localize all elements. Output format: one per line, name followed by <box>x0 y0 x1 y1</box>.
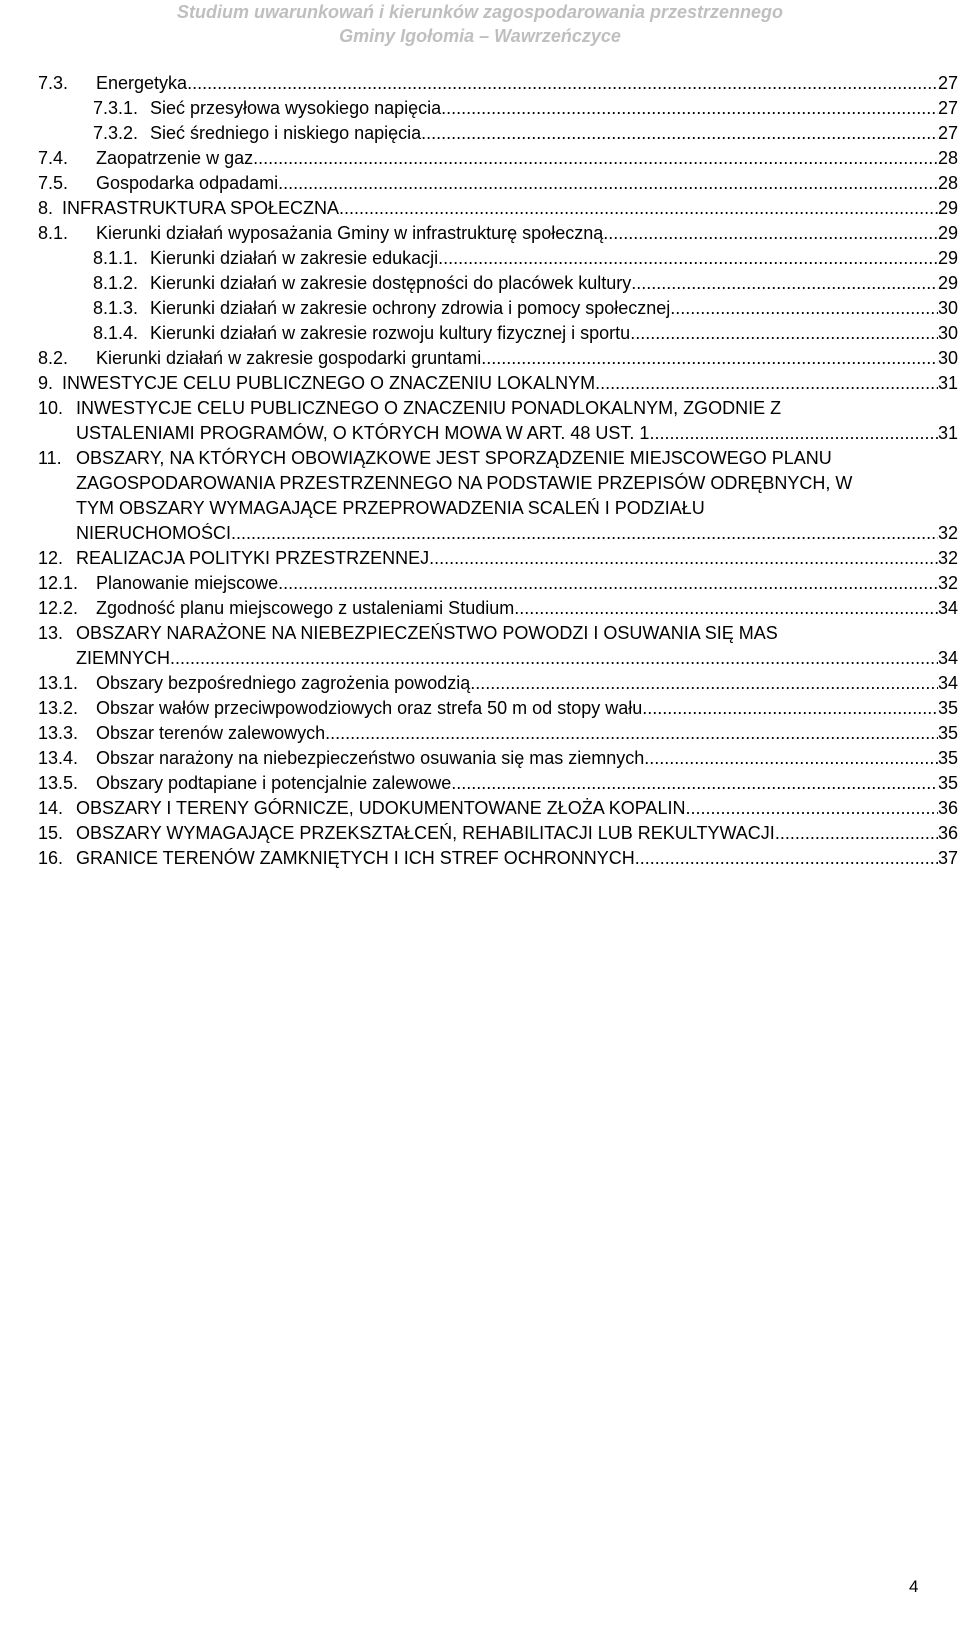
toc-leader-dots <box>642 698 938 719</box>
toc-entry-number: 8.1.4. <box>93 323 139 343</box>
toc-entry-page: 35 <box>937 748 958 768</box>
toc-entry-title: OBSZARY I TERENY GÓRNICZE, UDOKUMENTOWANE ZŁOŻA KOPALIN <box>76 798 686 818</box>
running-header <box>0 0 960 48</box>
toc-entry-link[interactable] <box>150 123 958 144</box>
toc-entry-link[interactable] <box>96 73 958 94</box>
toc-entry[interactable] <box>38 769 958 794</box>
toc-entry-number: 13.1. <box>38 673 79 693</box>
toc-leader-dots <box>644 748 938 769</box>
toc-entry-title: Kierunki działań w zakresie gospodarki gruntami <box>96 348 482 368</box>
toc-entry[interactable] <box>38 144 958 169</box>
toc-entry-link[interactable] <box>96 723 958 744</box>
toc-leader-dots <box>670 298 938 319</box>
toc-entry-page: 37 <box>937 848 958 868</box>
toc-leader-dots <box>441 98 938 119</box>
toc-leader-dots <box>775 823 938 844</box>
toc-entry-link[interactable] <box>62 198 958 219</box>
toc-entry-title-line[interactable]: TYM OBSZARY WYMAGAJĄCE PRZEPROWADZENIA SCALEŃ I PODZIAŁU <box>76 498 705 518</box>
toc-entry-page: 31 <box>937 373 958 393</box>
toc-entry-title: INWESTYCJE CELU PUBLICZNEGO O ZNACZENIU LOKALNYM <box>62 373 596 393</box>
toc-entry-number: 7.5. <box>38 173 69 193</box>
toc-leader-dots <box>429 548 938 569</box>
toc-entry[interactable] <box>38 269 958 294</box>
toc-leader-dots <box>685 798 938 819</box>
toc-entry-number: 12.2. <box>38 598 79 618</box>
toc-entry[interactable] <box>38 669 958 694</box>
toc-entry-link[interactable] <box>96 223 958 244</box>
toc-entry-title: GRANICE TERENÓW ZAMKNIĘTYCH I ICH STREF OCHRONNYCH <box>76 848 635 868</box>
toc-entry-title: INFRASTRUKTURA SPOŁECZNA <box>62 198 340 218</box>
toc-entry-title: OBSZARY WYMAGAJĄCE PRZEKSZTAŁCEŃ, REHABILITACJI LUB REKULTYWACJI <box>76 823 775 843</box>
toc-entry-line <box>38 394 958 419</box>
toc-entry[interactable] <box>38 644 958 669</box>
toc-entry-link[interactable] <box>76 523 958 544</box>
toc-entry-link[interactable] <box>96 598 958 619</box>
toc-entry-number: 7.3. <box>38 73 69 93</box>
toc-entry-number: 8.1.2. <box>93 273 139 293</box>
toc-entry-title: Obszary podtapiane i potencjalnie zalewowe <box>96 773 452 793</box>
toc-entry-line <box>38 444 958 469</box>
toc-entry-link[interactable] <box>76 823 958 844</box>
toc-entry-line <box>38 469 958 494</box>
toc-entry[interactable] <box>38 519 958 544</box>
toc-entry[interactable] <box>38 544 958 569</box>
toc-entry[interactable] <box>38 369 958 394</box>
toc-entry-page: 35 <box>937 723 958 743</box>
toc-leader-dots <box>339 198 938 219</box>
table-of-contents <box>38 69 958 869</box>
toc-entry-number: 7.3.1. <box>93 98 139 118</box>
toc-entry-title: Obszar narażony na niebezpieczeństwo osuwania się mas ziemnych <box>96 748 645 768</box>
toc-entry-link[interactable] <box>96 698 958 719</box>
toc-entry-number: 8.1.3. <box>93 298 139 318</box>
toc-entry-page: 29 <box>937 248 958 268</box>
toc-entry[interactable] <box>38 419 958 444</box>
toc-entry-title-line[interactable]: OBSZARY, NA KTÓRYCH OBOWIĄZKOWE JEST SPORZĄDZENIE MIEJSCOWEGO PLANU <box>76 448 832 468</box>
toc-leader-dots <box>187 73 938 94</box>
toc-entry[interactable] <box>38 594 958 619</box>
toc-entry-page: 34 <box>937 673 958 693</box>
toc-entry[interactable] <box>38 819 958 844</box>
toc-leader-dots <box>253 148 938 169</box>
header-line-1: Studium uwarunkowań i kierunków zagospodarowania przestrzennego <box>176 2 784 22</box>
toc-entry-title: Kierunki działań wyposażania Gminy w infrastrukturę społeczną <box>96 223 604 243</box>
toc-entry[interactable] <box>38 344 958 369</box>
toc-leader-dots <box>630 323 938 344</box>
toc-entry-title: Gospodarka odpadami <box>96 173 279 193</box>
toc-entry[interactable] <box>38 69 958 94</box>
toc-entry-page: 30 <box>937 348 958 368</box>
toc-leader-dots <box>438 248 938 269</box>
toc-entry-link[interactable] <box>150 248 958 269</box>
toc-entry-page: 35 <box>937 698 958 718</box>
toc-entry-page: 30 <box>937 323 958 343</box>
toc-entry-title: Planowanie miejscowe <box>96 573 279 593</box>
toc-entry-title: USTALENIAMI PROGRAMÓW, O KTÓRYCH MOWA W ART. 48 UST. 1 <box>76 423 650 443</box>
toc-entry-link[interactable] <box>150 298 958 319</box>
page-number: 4 <box>909 1577 919 1596</box>
toc-entry-number: 10. <box>38 398 64 418</box>
header-line-2: Gminy Igołomia – Wawrzeńczyce <box>339 26 621 46</box>
toc-leader-dots <box>470 673 938 694</box>
toc-entry-page: 32 <box>937 573 958 593</box>
toc-entry[interactable] <box>38 244 958 269</box>
toc-leader-dots <box>631 273 938 294</box>
toc-leader-dots <box>421 123 938 144</box>
toc-entry-title: Obszary bezpośredniego zagrożenia powodzią <box>96 673 471 693</box>
toc-leader-dots <box>649 423 938 444</box>
toc-entry-link[interactable] <box>76 648 958 669</box>
toc-entry-page: 29 <box>937 198 958 218</box>
toc-entry-link[interactable] <box>150 323 958 344</box>
toc-entry-number: 11. <box>38 448 62 468</box>
toc-entry-title: Obszar terenów zalewowych <box>96 723 326 743</box>
toc-leader-dots <box>278 573 938 594</box>
toc-entry[interactable] <box>38 194 958 219</box>
toc-entry-page: 35 <box>937 773 958 793</box>
toc-entry-number: 12. <box>38 548 64 568</box>
toc-entry-page: 30 <box>937 298 958 318</box>
toc-entry[interactable] <box>38 219 958 244</box>
toc-entry-title: ZIEMNYCH <box>76 648 170 668</box>
toc-entry-title: NIERUCHOMOŚCI <box>76 523 232 543</box>
toc-entry[interactable] <box>38 319 958 344</box>
toc-leader-dots <box>451 773 938 794</box>
toc-entry-title: Kierunki działań w zakresie dostępności do placówek kultury <box>150 273 632 293</box>
toc-entry[interactable] <box>38 169 958 194</box>
toc-entry[interactable] <box>38 119 958 144</box>
toc-entry-title: Kierunki działań w zakresie edukacji <box>150 248 439 268</box>
toc-entry-number: 13. <box>38 623 64 643</box>
toc-entry[interactable] <box>38 294 958 319</box>
toc-entry-page: 32 <box>937 548 958 568</box>
toc-entry-title: Zaopatrzenie w gaz <box>96 148 254 168</box>
toc-entry-page: 27 <box>937 73 958 93</box>
toc-leader-dots <box>325 723 938 744</box>
toc-entry-page: 32 <box>937 523 958 543</box>
toc-leader-dots <box>278 173 938 194</box>
toc-entry-page: 31 <box>937 423 958 443</box>
toc-entry-number: 12.1. <box>38 573 79 593</box>
toc-entry-link[interactable] <box>150 273 958 294</box>
toc-entry[interactable] <box>38 744 958 769</box>
toc-entry-title: Kierunki działań w zakresie rozwoju kultury fizycznej i sportu <box>150 323 631 343</box>
toc-entry-title: Sieć przesyłowa wysokiego napięcia <box>150 98 442 118</box>
toc-entry-number: 13.5. <box>38 773 79 793</box>
toc-entry-link[interactable] <box>76 423 958 444</box>
toc-entry-link[interactable] <box>76 848 958 869</box>
toc-entry-number: 8.2. <box>38 348 69 368</box>
toc-entry-number: 8.1. <box>38 223 69 243</box>
toc-entry-link[interactable] <box>96 173 958 194</box>
toc-entry-page: 27 <box>937 123 958 143</box>
toc-entry[interactable] <box>38 694 958 719</box>
toc-entry-page: 29 <box>937 223 958 243</box>
toc-entry-page: 27 <box>937 98 958 118</box>
toc-leader-dots <box>514 598 938 619</box>
toc-entry-page: 28 <box>937 148 958 168</box>
toc-entry-link[interactable] <box>96 573 958 594</box>
toc-leader-dots <box>595 373 938 394</box>
toc-entry-title: Obszar wałów przeciwpowodziowych oraz strefa 50 m od stopy wału <box>96 698 643 718</box>
toc-entry[interactable] <box>38 94 958 119</box>
toc-entry-page: 29 <box>937 273 958 293</box>
toc-entry-link[interactable] <box>150 98 958 119</box>
toc-entry-title-line[interactable]: ZAGOSPODAROWANIA PRZESTRZENNEGO NA PODSTAWIE PRZEPISÓW ODRĘBNYCH, W <box>76 473 853 493</box>
toc-entry-page: 28 <box>937 173 958 193</box>
toc-entry-number: 14. <box>38 798 64 818</box>
toc-entry[interactable] <box>38 719 958 744</box>
toc-entry-title-line[interactable]: INWESTYCJE CELU PUBLICZNEGO O ZNACZENIU PONADLOKALNYM, ZGODNIE Z <box>76 398 782 418</box>
toc-entry-title: Kierunki działań w zakresie ochrony zdrowia i pomocy społecznej <box>150 298 671 318</box>
toc-entry-title: REALIZACJA POLITYKI PRZESTRZENNEJ <box>76 548 430 568</box>
toc-leader-dots <box>170 648 938 669</box>
toc-entry[interactable] <box>38 844 958 869</box>
toc-entry-number: 13.3. <box>38 723 79 743</box>
toc-entry-link[interactable] <box>76 548 958 569</box>
toc-entry-line <box>38 619 958 644</box>
toc-entry-page: 36 <box>937 823 958 843</box>
toc-entry-title-line[interactable]: OBSZARY NARAŻONE NA NIEBEZPIECZEŃSTWO POWODZI I OSUWANIA SIĘ MAS <box>76 623 778 643</box>
toc-entry-number: 16. <box>38 848 64 868</box>
toc-entry-title: Energetyka <box>96 73 188 93</box>
toc-leader-dots <box>481 348 938 369</box>
toc-leader-dots <box>231 523 938 544</box>
toc-entry-page: 36 <box>937 798 958 818</box>
toc-leader-dots <box>635 848 938 869</box>
toc-entry-line <box>38 494 958 519</box>
toc-entry-number: 7.3.2. <box>93 123 139 143</box>
toc-entry[interactable] <box>38 569 958 594</box>
toc-entry-number: 13.2. <box>38 698 79 718</box>
toc-entry-number: 13.4. <box>38 748 79 768</box>
toc-entry-title: Sieć średniego i niskiego napięcia <box>150 123 422 143</box>
toc-entry-number: 8.1.1. <box>93 248 139 268</box>
toc-entry-number: 8. <box>38 198 54 218</box>
toc-entry-link[interactable] <box>96 148 958 169</box>
toc-entry-link[interactable] <box>96 348 958 369</box>
toc-entry-number: 9. <box>38 373 54 393</box>
toc-entry-link[interactable] <box>96 673 958 694</box>
toc-entry-link[interactable] <box>76 798 958 819</box>
toc-entry-link[interactable] <box>96 748 958 769</box>
toc-entry[interactable] <box>38 794 958 819</box>
toc-entry-title: Zgodność planu miejscowego z ustaleniami Studium <box>96 598 515 618</box>
toc-entry-number: 7.4. <box>38 148 69 168</box>
toc-entry-link[interactable] <box>62 373 958 394</box>
toc-entry-number: 15. <box>38 823 64 843</box>
toc-entry-link[interactable] <box>96 773 958 794</box>
toc-entry-page: 34 <box>937 648 958 668</box>
toc-entry-page: 34 <box>937 598 958 618</box>
toc-leader-dots <box>603 223 938 244</box>
